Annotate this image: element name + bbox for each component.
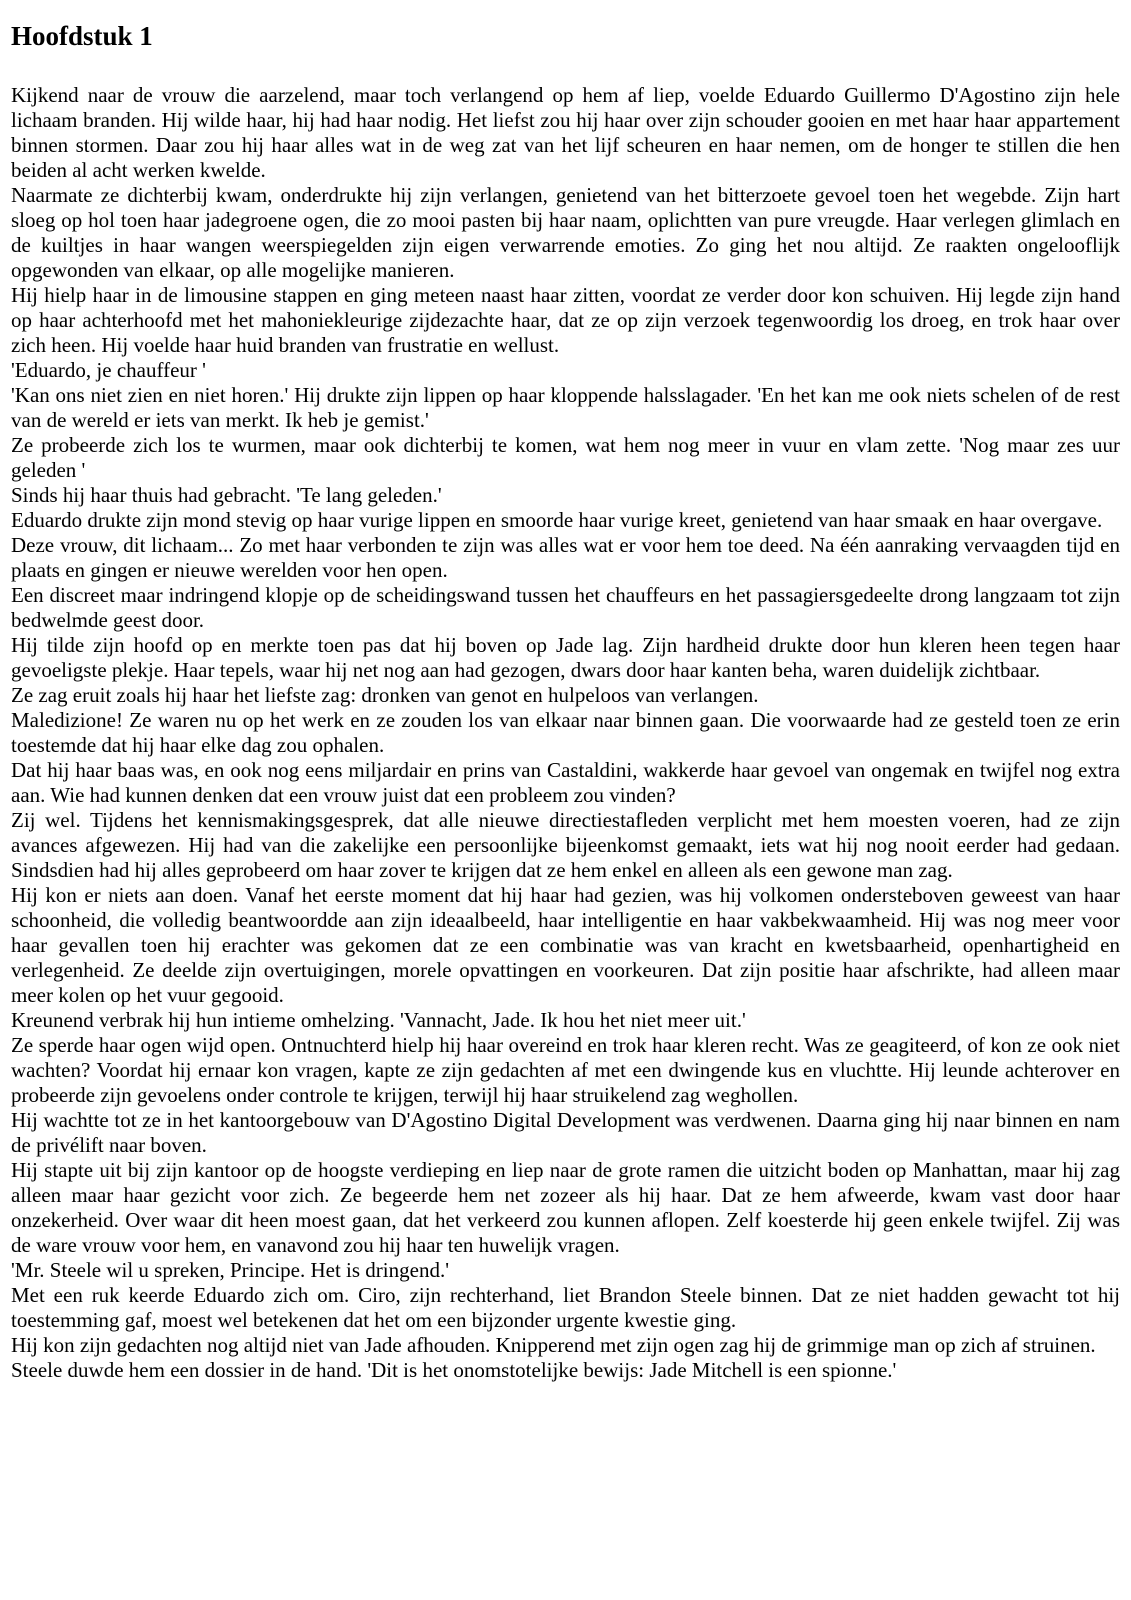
- paragraph: 'Eduardo, je chauffeur ': [11, 357, 206, 382]
- paragraph: Hij kon er niets aan doen. Vanaf het eerste moment dat hij haar had gezien, was hij volkomen ondersteboven geweest van haar schoonheid, die volledig beantwoordde aan zijn ideaalbeeld, haar intelligentie en haar vakbekwaamheid. Hij was nog meer voor haar gevallen toen hij erachter was gekomen dat ze een combinatie was van kracht en kwetsbaarheid, openhartigheid en verlegenheid. Ze deelde zijn overtuigingen, morele opvattingen en voorkeuren. Dat zijn positie haar afschrikte, had alleen maar meer kolen op het vuur gegooid.: [11, 882, 1120, 1007]
- paragraph: Sinds hij haar thuis had gebracht. 'Te lang geleden.': [11, 482, 442, 507]
- paragraph: Dat hij haar baas was, en ook nog eens miljardair en prins van Castaldini, wakkerde haar gevoel van ongemak en twijfel nog extra aan. Wie had kunnen denken dat een vrouw juist dat een probleem zou vinden?: [11, 757, 1120, 807]
- paragraph: Steele duwde hem een dossier in de hand. 'Dit is het onomstotelijke bewijs: Jade Mitchell is een spionne.': [11, 1357, 897, 1382]
- paragraph: Ze probeerde zich los te wurmen, maar ook dichterbij te komen, wat hem nog meer in vuur en vlam zette. 'Nog maar zes uur geleden ': [11, 432, 1120, 482]
- paragraph: Deze vrouw, dit lichaam... Zo met haar verbonden te zijn was alles wat er voor hem toe deed. Na één aanraking vervaagden tijd en plaats en gingen er nieuwe werelden voor hen open.: [11, 532, 1120, 582]
- paragraph: Hij tilde zijn hoofd op en merkte toen pas dat hij boven op Jade lag. Zijn hardheid drukte door hun kleren heen tegen haar gevoeligste plekje. Haar tepels, waar hij net nog aan had gezogen, dwars door haar kanten beha, waren duidelijk zichtbaar.: [11, 632, 1120, 682]
- chapter-body: [11, 83, 1120, 1383]
- chapter-heading: Hoofdstuk 1: [11, 21, 153, 51]
- paragraph: Ze sperde haar ogen wijd open. Ontnuchterd hielp hij haar overeind en trok haar kleren recht. Was ze geagiteerd, of kon ze ook niet wachten? Voordat hij ernaar kon vragen, kapte ze zijn gedachten af met een dwingende kus en vluchtte. Hij leunde achterover en probeerde zijn gevoelens onder controle te krijgen, terwijl hij haar struikelend zag weghollen.: [11, 1032, 1120, 1107]
- paragraph: Met een ruk keerde Eduardo zich om. Ciro, zijn rechterhand, liet Brandon Steele binnen. Dat ze niet hadden gewacht tot hij toestemming gaf, moest wel betekenen dat het om een bijzonder urgente kwestie ging.: [11, 1282, 1120, 1332]
- paragraph: Een discreet maar indringend klopje op de scheidingswand tussen het chauffeurs en het passagiersgedeelte drong langzaam tot zijn bedwelmde geest door.: [11, 582, 1120, 632]
- paragraph: Maledizione! Ze waren nu op het werk en ze zouden los van elkaar naar binnen gaan. Die voorwaarde had ze gesteld toen ze erin toestemde dat hij haar elke dag zou ophalen.: [11, 707, 1120, 757]
- paragraph: Kreunend verbrak hij hun intieme omhelzing. 'Vannacht, Jade. Ik hou het niet meer uit.': [11, 1007, 746, 1032]
- paragraph: 'Kan ons niet zien en niet horen.' Hij drukte zijn lippen op haar kloppende halsslagader. 'En het kan me ook niets schelen of de rest van de wereld er iets van merkt. Ik heb je gemist.': [11, 382, 1120, 432]
- paragraph: Naarmate ze dichterbij kwam, onderdrukte hij zijn verlangen, genietend van het bitterzoete gevoel toen het wegebde. Zijn hart sloeg op hol toen haar jadegroene ogen, die zo mooi pasten bij haar naam, oplichtten van pure vreugde. Haar verlegen glimlach en de kuiltjes in haar wangen weerspiegelden zijn eigen verwarrende emoties. Zo ging het nou altijd. Ze raakten ongelooflijk opgewonden van elkaar, op alle mogelijke manieren.: [11, 182, 1120, 282]
- paragraph: Hij kon zijn gedachten nog altijd niet van Jade afhouden. Knipperend met zijn ogen zag hij de grimmige man op zich af struinen.: [11, 1332, 1096, 1357]
- paragraph: Zij wel. Tijdens het kennismakingsgesprek, dat alle nieuwe directiestafleden verplicht met hem moesten voeren, had ze zijn avances afgewezen. Hij had van die zakelijke een persoonlijke bijeenkomst gemaakt, iets wat hij nog nooit eerder had gedaan. Sindsdien had hij alles geprobeerd om haar zover te krijgen dat ze hem enkel en alleen als een gewone man zag.: [11, 807, 1120, 882]
- paragraph: Eduardo drukte zijn mond stevig op haar vurige lippen en smoorde haar vurige kreet, genietend van haar smaak en haar overgave.: [11, 507, 1103, 532]
- paragraph: Hij wachtte tot ze in het kantoorgebouw van D'Agostino Digital Development was verdwenen. Daarna ging hij naar binnen en nam de privélift naar boven.: [11, 1107, 1120, 1157]
- paragraph: Hij hielp haar in de limousine stappen en ging meteen naast haar zitten, voordat ze verder door kon schuiven. Hij legde zijn hand op haar achterhoofd met het mahoniekleurige zijdezachte haar, dat ze op zijn verzoek tegenwoordig los droeg, en trok haar over zich heen. Hij voelde haar huid branden van frustratie en wellust.: [11, 282, 1120, 357]
- paragraph: 'Mr. Steele wil u spreken, Principe. Het is dringend.': [11, 1257, 449, 1282]
- paragraph: Hij stapte uit bij zijn kantoor op de hoogste verdieping en liep naar de grote ramen die uitzicht boden op Manhattan, maar hij zag alleen maar haar gezicht voor zich. Ze begeerde hem net zozeer als hij haar. Dat ze hem afweerde, kwam vast door haar onzekerheid. Over waar dit heen moest gaan, dat het verkeerd zou kunnen aflopen. Zelf koesterde hij geen enkele twijfel. Zij was de ware vrouw voor hem, en vanavond zou hij haar ten huwelijk vragen.: [11, 1157, 1120, 1257]
- paragraph: Ze zag eruit zoals hij haar het liefste zag: dronken van genot en hulpeloos van verlangen.: [11, 682, 759, 707]
- paragraph: Kijkend naar de vrouw die aarzelend, maar toch verlangend op hem af liep, voelde Eduardo Guillermo D'Agostino zijn hele lichaam branden. Hij wilde haar, hij had haar nodig. Het liefst zou hij haar over zijn schouder gooien en met haar haar appartement binnen stormen. Daar zou hij haar alles wat in de weg zat van het lijf scheuren en haar nemen, om de honger te stillen die hen beiden al acht werken kwelde.: [11, 82, 1120, 182]
